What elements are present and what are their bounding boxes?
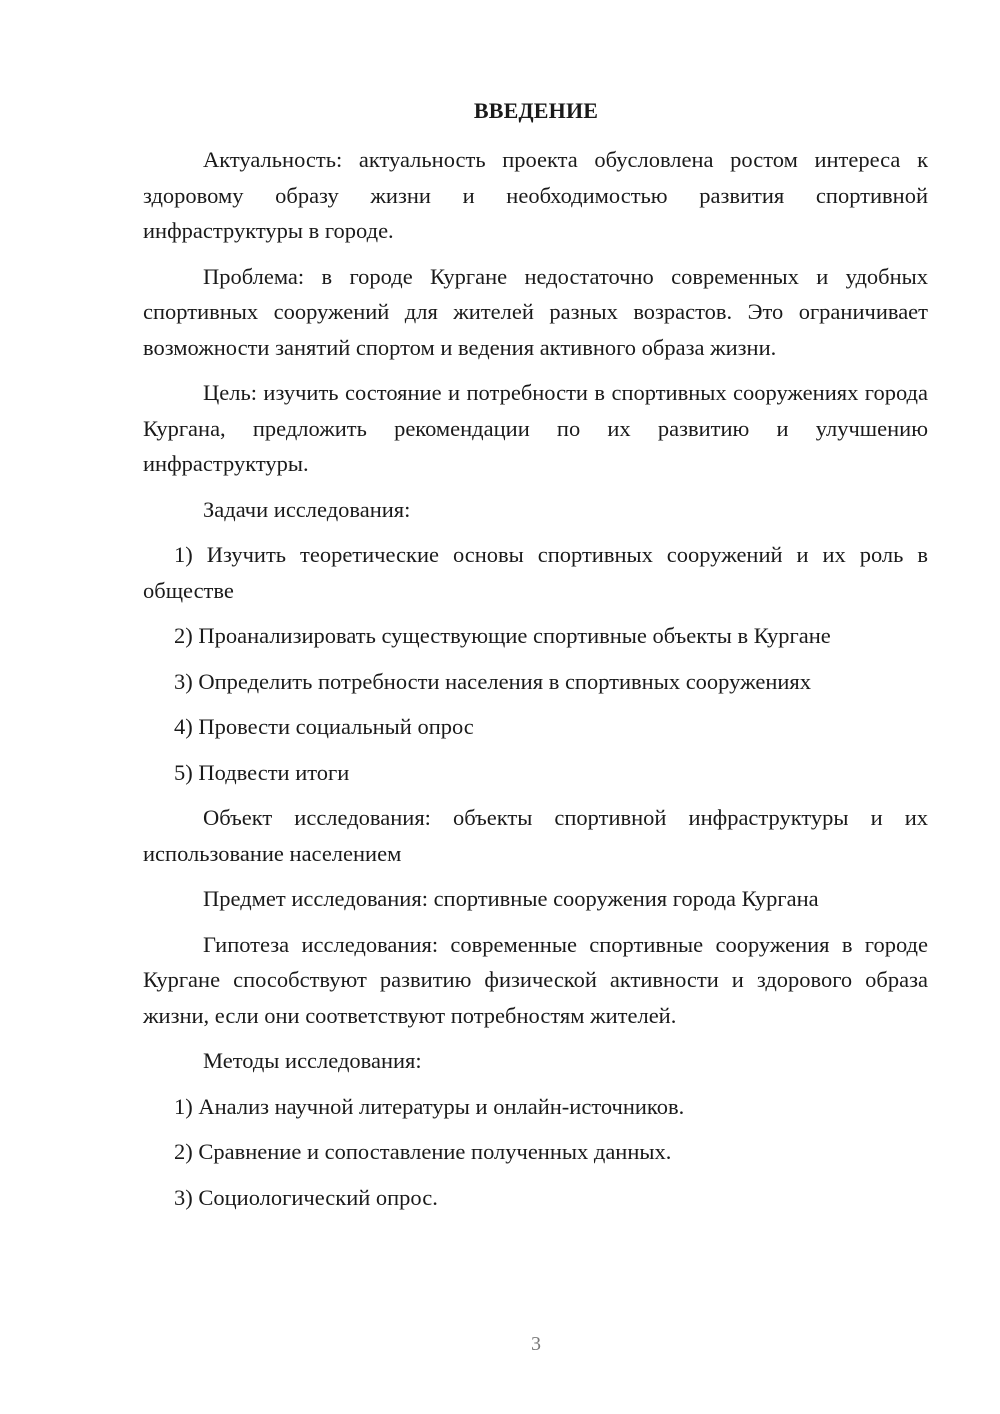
list-item-task-3: 3) Определить потребности населения в спортивных сооружениях <box>174 668 812 694</box>
body-text-top <box>143 142 928 1225</box>
list-item-method-1: 1) Анализ научной литературы и онлайн-источников. <box>174 1093 685 1119</box>
list-item-method-2: 2) Сравнение и сопоставление полученных данных. <box>174 1139 672 1164</box>
paragraph-goal: Цель: изучить состояние и потребности в спортивных сооружениях города Кургана, предложить рекомендации по их развитию и улучшению инфраструктуры. <box>143 380 928 476</box>
paragraph-relevance: Актуальность: актуальность проекта обусловлена ростом интереса к здоровому образу жизни и необходимостью развития спортивной инфраструктуры в городе. <box>143 147 928 243</box>
paragraph-problem: Проблема: в городе Кургане недостаточно современных и удобных спортивных сооружений для жителей разных возрастов. Это ограничивает возможности занятий спортом и ведения активного образа жизни. <box>143 263 928 360</box>
page-title: ВВЕДЕНИЕ <box>473 98 599 123</box>
list-item-task-1: 1) Изучить теоретические основы спортивных сооружений и их роль в обществе <box>143 542 928 603</box>
paragraph-subject: Предмет исследования: спортивные сооружения города Кургана <box>203 886 819 911</box>
list-item-task-2: 2) Проанализировать существующие спортивные объекты в Кургане <box>174 623 831 648</box>
paragraph-methods-heading: Методы исследования: <box>203 1048 422 1073</box>
list-item-task-4: 4) Провести социальный опрос <box>174 714 474 739</box>
list-item-method-3: 3) Социологический опрос. <box>174 1184 438 1210</box>
paragraph-object: Объект исследования: объекты спортивной инфраструктуры и их использование населением <box>143 805 928 866</box>
paragraph-hypothesis: Гипотеза исследования: современные спортивные сооружения в городе Кургане способствуют развитию физической активности и здорового образа жизни, если они соответствуют потребностям жителей. <box>143 931 928 1028</box>
page-number: 3 <box>531 1333 541 1355</box>
paragraph-tasks-heading: Задачи исследования: <box>203 496 411 522</box>
list-item-task-5: 5) Подвести итоги <box>174 759 350 785</box>
